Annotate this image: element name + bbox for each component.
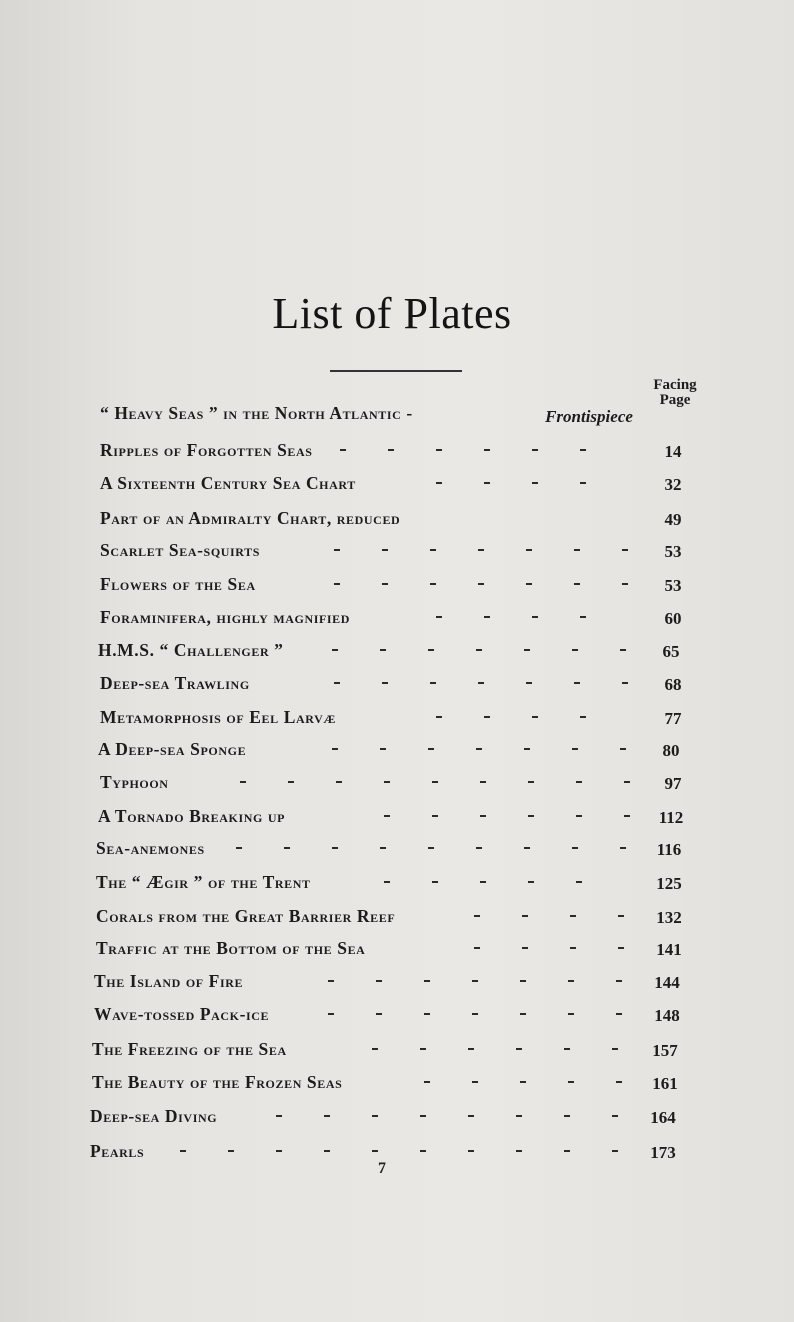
leader-dash [240, 781, 246, 783]
leader-dash [472, 1081, 478, 1083]
leader-dash [236, 847, 242, 849]
leader-dash [228, 1150, 234, 1152]
leader-dash [572, 649, 578, 651]
leader-dash [574, 583, 580, 585]
leader-dash [432, 881, 438, 883]
leader-dash [532, 482, 538, 484]
plate-title: Sea-anemones [96, 838, 205, 858]
leader-dash [332, 847, 338, 849]
leader-dash [430, 549, 436, 551]
leader-dash [420, 1048, 426, 1050]
leader-dash [384, 815, 390, 817]
leader-dash [624, 781, 630, 783]
plate-entry [98, 739, 698, 769]
leader-dash [620, 847, 626, 849]
leader-dash [336, 781, 342, 783]
leader-dash [478, 682, 484, 684]
show-through-text [250, 118, 259, 156]
facing-page-number: 125 [656, 874, 682, 893]
leader-dash [570, 915, 576, 917]
leader-dash [580, 482, 586, 484]
leader-dash [428, 649, 434, 651]
leader-dash [474, 915, 480, 917]
plate-entry [100, 673, 700, 703]
leader-dash [472, 1013, 478, 1015]
plate-entry [96, 906, 696, 936]
facing-page-number: 53 [664, 542, 682, 561]
facing-page-number: 173 [650, 1143, 676, 1162]
facing-page-number: 116 [656, 840, 682, 859]
plate-entry [96, 872, 696, 902]
leader-dash [564, 1115, 570, 1117]
leader-dash [428, 847, 434, 849]
leader-dash [564, 1048, 570, 1050]
leader-dash [340, 449, 346, 451]
leader-dash [180, 1150, 186, 1152]
leader-dash [580, 716, 586, 718]
leader-dash [568, 980, 574, 982]
leader-dash [574, 682, 580, 684]
leader-dash [276, 1115, 282, 1117]
leader-dash [380, 748, 386, 750]
plate-title: Part of an Admiralty Chart, reduced [100, 508, 401, 528]
facing-page-number: 164 [650, 1108, 676, 1127]
plate-title: The Beauty of the Frozen Seas [92, 1072, 343, 1092]
leader-dash [380, 847, 386, 849]
leader-dash [324, 1115, 330, 1117]
plate-title: “ Heavy Seas ” in the North Atlantic - [100, 403, 413, 423]
leader-dash [622, 549, 628, 551]
facing-page-number: 157 [652, 1041, 678, 1060]
facing-page-number: 141 [656, 940, 682, 959]
leader-dash [532, 449, 538, 451]
plate-entry [92, 1072, 692, 1102]
leader-dash [476, 649, 482, 651]
leader-dash [484, 716, 490, 718]
leader-dash [520, 980, 526, 982]
leader-dash [616, 1013, 622, 1015]
leader-dash [480, 781, 486, 783]
leader-dash [276, 1150, 282, 1152]
plate-entry [100, 440, 700, 470]
leader-dash [622, 682, 628, 684]
plate-title: Corals from the Great Barrier Reef [96, 906, 396, 926]
leader-dash [484, 616, 490, 618]
leader-dash [484, 449, 490, 451]
plate-entry [94, 971, 694, 1001]
leader-dash [528, 881, 534, 883]
plate-title: The Freezing of the Sea [92, 1039, 287, 1059]
plate-title: A Tornado Breaking up [98, 806, 286, 826]
leader-dash [522, 915, 528, 917]
leader-dash [420, 1115, 426, 1117]
leader-dash [612, 1150, 618, 1152]
leader-dash [580, 616, 586, 618]
facing-page-number: 97 [664, 774, 682, 793]
leader-dash [376, 980, 382, 982]
leader-dash [334, 682, 340, 684]
facing-page-number: 49 [664, 510, 682, 529]
facing-header-line-2: Page [659, 392, 691, 408]
leader-dash [524, 649, 530, 651]
facing-page-number: 53 [664, 576, 682, 595]
leader-dash [436, 716, 442, 718]
leader-dash [424, 980, 430, 982]
leader-dash [528, 781, 534, 783]
facing-page-number: 132 [656, 908, 682, 927]
leader-dash [476, 847, 482, 849]
leader-dash [428, 748, 434, 750]
leader-dash [516, 1115, 522, 1117]
leader-dash [572, 847, 578, 849]
plate-title: A Sixteenth Century Sea Chart [100, 473, 356, 493]
leader-dash [472, 980, 478, 982]
leader-dash [436, 482, 442, 484]
facing-page-number: 60 [664, 609, 682, 628]
leader-dash [524, 847, 530, 849]
leader-dash [288, 781, 294, 783]
leader-dash [580, 449, 586, 451]
plate-title: Metamorphosis of Eel Larvæ [100, 707, 336, 727]
leader-dash [576, 781, 582, 783]
plate-title: Deep-sea Diving [90, 1106, 218, 1126]
leader-dash [432, 815, 438, 817]
leader-dash [574, 549, 580, 551]
plate-title: The “ Ægir ” of the Trent [96, 872, 311, 892]
plate-title: The Island of Fire [94, 971, 244, 991]
frontispiece-label: Frontispiece [545, 407, 633, 426]
leader-dash [516, 1048, 522, 1050]
leader-dash [478, 583, 484, 585]
leader-dash [520, 1013, 526, 1015]
plate-title: Flowers of the Sea [100, 574, 256, 594]
leader-dash [478, 549, 484, 551]
plate-title: H.M.S. “ Challenger ” [98, 640, 284, 660]
leader-dash [624, 815, 630, 817]
leader-dash [474, 947, 480, 949]
leader-dash [618, 915, 624, 917]
leader-dash [532, 716, 538, 718]
leader-dash [382, 583, 388, 585]
plate-entry [100, 772, 700, 802]
plate-entry [94, 1004, 694, 1034]
plate-title: Ripples of Forgotten Seas [100, 440, 313, 460]
leader-dash [620, 748, 626, 750]
leader-dash [468, 1048, 474, 1050]
plate-entry [100, 540, 700, 570]
leader-dash [616, 980, 622, 982]
leader-dash [436, 449, 442, 451]
leader-dash [372, 1150, 378, 1152]
leader-dash [468, 1115, 474, 1117]
plate-entry [100, 607, 700, 637]
leader-dash [568, 1013, 574, 1015]
leader-dash [384, 881, 390, 883]
plate-entry [96, 838, 696, 868]
plate-entry [98, 806, 698, 836]
facing-page-number: 112 [658, 808, 684, 827]
facing-page-number: 14 [664, 442, 682, 461]
leader-dash [532, 616, 538, 618]
plate-entry [96, 938, 696, 968]
leader-dash [526, 583, 532, 585]
leader-dash [430, 682, 436, 684]
plate-title: Deep-sea Trawling [100, 673, 250, 693]
leader-dash [576, 815, 582, 817]
facing-page-number: 32 [664, 475, 682, 494]
title-rule [330, 370, 462, 372]
leader-dash [328, 1013, 334, 1015]
leader-dash [468, 1150, 474, 1152]
leader-dash [384, 781, 390, 783]
leader-dash [388, 449, 394, 451]
leader-dash [520, 1081, 526, 1083]
facing-page-number: 144 [654, 973, 680, 992]
page-title: List of Plates [272, 289, 512, 338]
leader-dash [328, 980, 334, 982]
leader-dash [334, 583, 340, 585]
leader-dash [576, 881, 582, 883]
leader-dash [284, 847, 290, 849]
plate-title: Scarlet Sea-squirts [100, 540, 261, 560]
leader-dash [334, 549, 340, 551]
leader-dash [526, 549, 532, 551]
leader-dash [430, 583, 436, 585]
plate-entry [92, 1039, 692, 1069]
leader-dash [526, 682, 532, 684]
leader-dash [476, 748, 482, 750]
leader-dash [382, 549, 388, 551]
page-number: 7 [378, 1160, 386, 1177]
plate-title: Traffic at the Bottom of the Sea [96, 938, 366, 958]
plate-title: Pearls [90, 1141, 145, 1161]
leader-dash [332, 748, 338, 750]
facing-page-number: 80 [662, 741, 680, 760]
leader-dash [432, 781, 438, 783]
plate-title: A Deep-sea Sponge [98, 739, 247, 759]
leader-dash [424, 1013, 430, 1015]
leader-dash [522, 947, 528, 949]
leader-dash [382, 682, 388, 684]
leader-dash [524, 748, 530, 750]
facing-header-line-1: Facing [653, 377, 697, 393]
leader-dash [516, 1150, 522, 1152]
leader-dash [612, 1048, 618, 1050]
leader-dash [480, 881, 486, 883]
leader-dash [424, 1081, 430, 1083]
facing-page-number: 68 [664, 675, 682, 694]
facing-page-number: 65 [662, 642, 680, 661]
leader-dash [570, 947, 576, 949]
facing-page-number: 161 [652, 1074, 678, 1093]
leader-dash [568, 1081, 574, 1083]
plate-title: Wave-tossed Pack-ice [94, 1004, 270, 1024]
leader-dash [372, 1115, 378, 1117]
leader-dash [376, 1013, 382, 1015]
leader-dash [484, 482, 490, 484]
leader-dash [528, 815, 534, 817]
leader-dash [332, 649, 338, 651]
plate-entry [98, 640, 698, 670]
leader-dash [616, 1081, 622, 1083]
leader-dash [324, 1150, 330, 1152]
leader-dash [420, 1150, 426, 1152]
leader-dash [620, 649, 626, 651]
leader-dash [618, 947, 624, 949]
plate-entry [100, 707, 700, 737]
plate-entry [100, 403, 700, 433]
plate-title: Foraminifera, highly magnified [100, 607, 351, 627]
plate-entry [100, 574, 700, 604]
leader-dash [436, 616, 442, 618]
plate-entry [90, 1106, 690, 1136]
leader-dash [372, 1048, 378, 1050]
facing-page-number: 77 [664, 709, 682, 728]
plate-entry [100, 473, 700, 503]
leader-dash [480, 815, 486, 817]
leader-dash [380, 649, 386, 651]
leader-dash [612, 1115, 618, 1117]
plate-entry [100, 508, 700, 538]
plate-title: Typhoon [100, 772, 169, 792]
leader-dash [564, 1150, 570, 1152]
leader-dash [622, 583, 628, 585]
leader-dash [572, 748, 578, 750]
facing-page-number: 148 [654, 1006, 680, 1025]
